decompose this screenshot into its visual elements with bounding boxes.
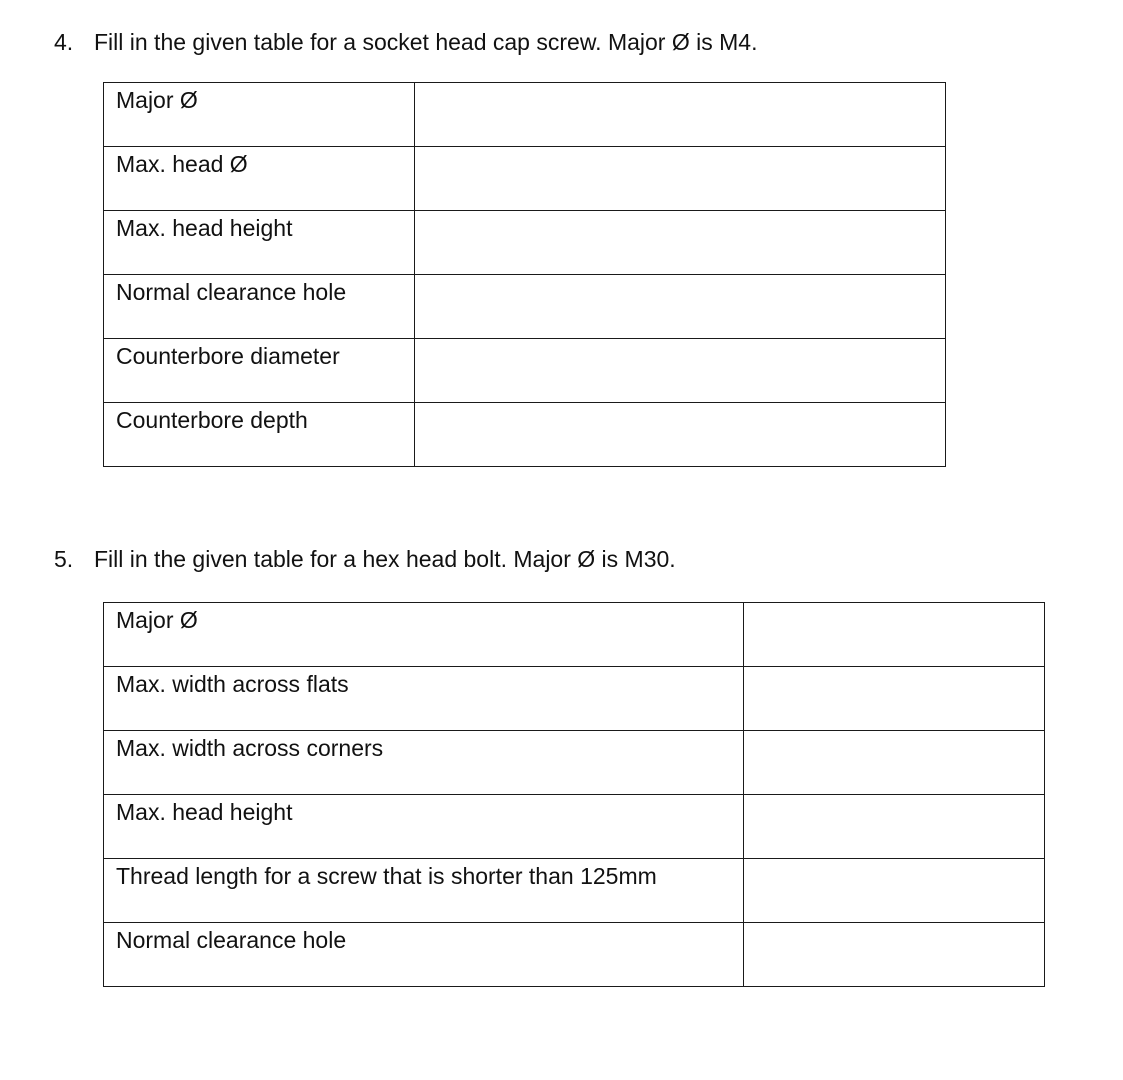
table-row bbox=[104, 147, 946, 211]
row-label: Normal clearance hole bbox=[104, 923, 744, 987]
row-label: Max. head height bbox=[104, 795, 744, 859]
question-text: Fill in the given table for a socket head cap screw. Major Ø is M4. bbox=[94, 29, 758, 55]
question-text: Fill in the given table for a hex head bolt. Major Ø is M30. bbox=[94, 546, 676, 572]
question-number: 4. bbox=[54, 29, 74, 55]
row-label: Max. width across flats bbox=[104, 667, 744, 731]
table-row bbox=[104, 339, 946, 403]
answer-cell[interactable] bbox=[744, 859, 1045, 923]
table-row bbox=[104, 859, 1045, 923]
row-label: Counterbore diameter bbox=[104, 339, 415, 403]
question-4 bbox=[54, 28, 757, 56]
row-label: Max. head height bbox=[104, 211, 415, 275]
table-row bbox=[104, 403, 946, 467]
row-label: Normal clearance hole bbox=[104, 275, 415, 339]
row-label: Major Ø bbox=[104, 603, 744, 667]
table-row bbox=[104, 83, 946, 147]
hex-head-bolt-table bbox=[103, 602, 1045, 987]
table-row bbox=[104, 731, 1045, 795]
answer-cell[interactable] bbox=[744, 923, 1045, 987]
table-row bbox=[104, 211, 946, 275]
row-label: Thread length for a screw that is shorter than 125mm bbox=[104, 859, 744, 923]
answer-cell[interactable] bbox=[744, 667, 1045, 731]
row-label: Major Ø bbox=[104, 83, 415, 147]
table-row bbox=[104, 667, 1045, 731]
row-label: Max. width across corners bbox=[104, 731, 744, 795]
table-row bbox=[104, 603, 1045, 667]
answer-cell[interactable] bbox=[415, 83, 946, 147]
table-row bbox=[104, 923, 1045, 987]
answer-cell[interactable] bbox=[415, 211, 946, 275]
answer-cell[interactable] bbox=[415, 275, 946, 339]
answer-cell[interactable] bbox=[744, 795, 1045, 859]
row-label: Max. head Ø bbox=[104, 147, 415, 211]
question-5 bbox=[54, 545, 676, 573]
table-row bbox=[104, 275, 946, 339]
answer-cell[interactable] bbox=[744, 731, 1045, 795]
answer-cell[interactable] bbox=[415, 339, 946, 403]
row-label: Counterbore depth bbox=[104, 403, 415, 467]
question-number: 5. bbox=[54, 546, 74, 572]
socket-head-cap-screw-table bbox=[103, 82, 946, 467]
answer-cell[interactable] bbox=[415, 147, 946, 211]
table-row bbox=[104, 795, 1045, 859]
answer-cell[interactable] bbox=[415, 403, 946, 467]
answer-cell[interactable] bbox=[744, 603, 1045, 667]
